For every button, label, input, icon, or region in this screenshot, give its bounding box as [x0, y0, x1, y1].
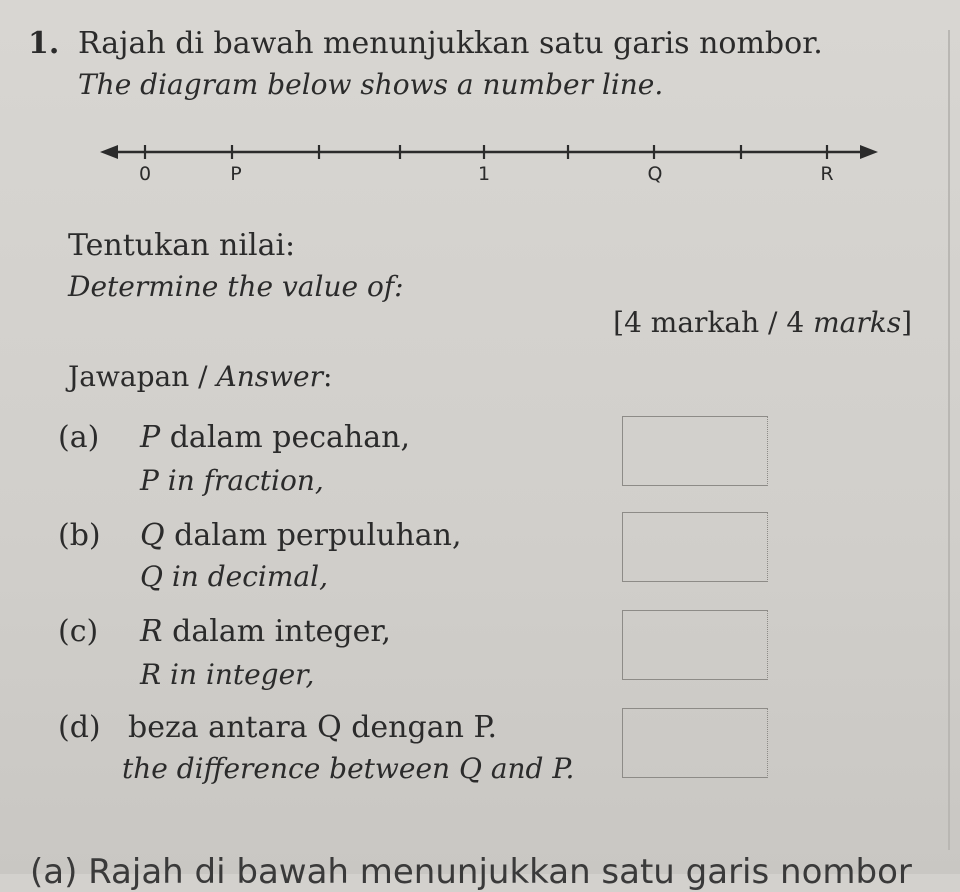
marks-label	[613, 306, 912, 339]
answer-box-d[interactable]	[622, 708, 768, 778]
instruction-ms: Tentukan nilai:	[68, 228, 296, 263]
part-c-var: R	[140, 614, 163, 649]
right-arrow-icon	[860, 145, 878, 159]
part-a-ms-rest: dalam pecahan,	[160, 420, 410, 455]
part-d-ms: beza antara Q dengan P.	[128, 710, 498, 745]
page-edge-line	[948, 30, 950, 850]
number-line-diagram	[100, 130, 880, 190]
left-arrow-icon	[100, 145, 118, 159]
marks-word: marks	[813, 306, 902, 339]
marks-prefix: [4 markah / 4	[613, 306, 814, 339]
answer-box-b[interactable]	[622, 512, 768, 582]
answer-heading-en: Answer	[216, 360, 324, 393]
part-c-label: (c)	[58, 614, 99, 649]
part-d-label: (d)	[58, 710, 101, 745]
label-zero: 0	[138, 163, 152, 185]
answer-box-a[interactable]	[622, 416, 768, 486]
question-number: 1.	[28, 26, 60, 61]
instruction-en: Determine the value of:	[68, 270, 404, 303]
label-r: R	[820, 163, 834, 185]
label-one: 1	[477, 163, 491, 185]
part-a-label: (a)	[58, 420, 100, 455]
label-q: Q	[647, 163, 663, 185]
answer-heading	[68, 360, 332, 393]
question-title-en: The diagram below shows a number line.	[78, 68, 664, 101]
part-d-en: the difference between Q and P.	[122, 752, 575, 785]
part-b-label: (b)	[58, 518, 101, 553]
label-p: P	[230, 163, 242, 185]
part-b-var: Q	[140, 518, 165, 553]
part-a-var: P	[140, 420, 161, 455]
answer-box-c[interactable]	[622, 610, 768, 680]
answer-heading-colon: :	[323, 360, 333, 393]
question-title-ms: Rajah di bawah menunjukkan satu garis nombor.	[78, 26, 823, 61]
part-a-ms	[140, 420, 410, 455]
answer-heading-ms: Jawapan /	[68, 360, 217, 393]
part-b-ms	[140, 518, 462, 553]
marks-suffix: ]	[901, 306, 912, 339]
part-c-en: R in integer,	[140, 658, 315, 691]
part-a-en: P in fraction,	[140, 464, 324, 497]
part-b-ms-rest: dalam perpuluhan,	[164, 518, 462, 553]
part-b-en: Q in decimal,	[140, 560, 328, 593]
next-question-cut-text: (a) Rajah di bawah menunjukkan satu garis nombor	[30, 852, 912, 892]
part-c-ms-rest: dalam integer,	[162, 614, 391, 649]
part-c-ms	[140, 614, 391, 649]
